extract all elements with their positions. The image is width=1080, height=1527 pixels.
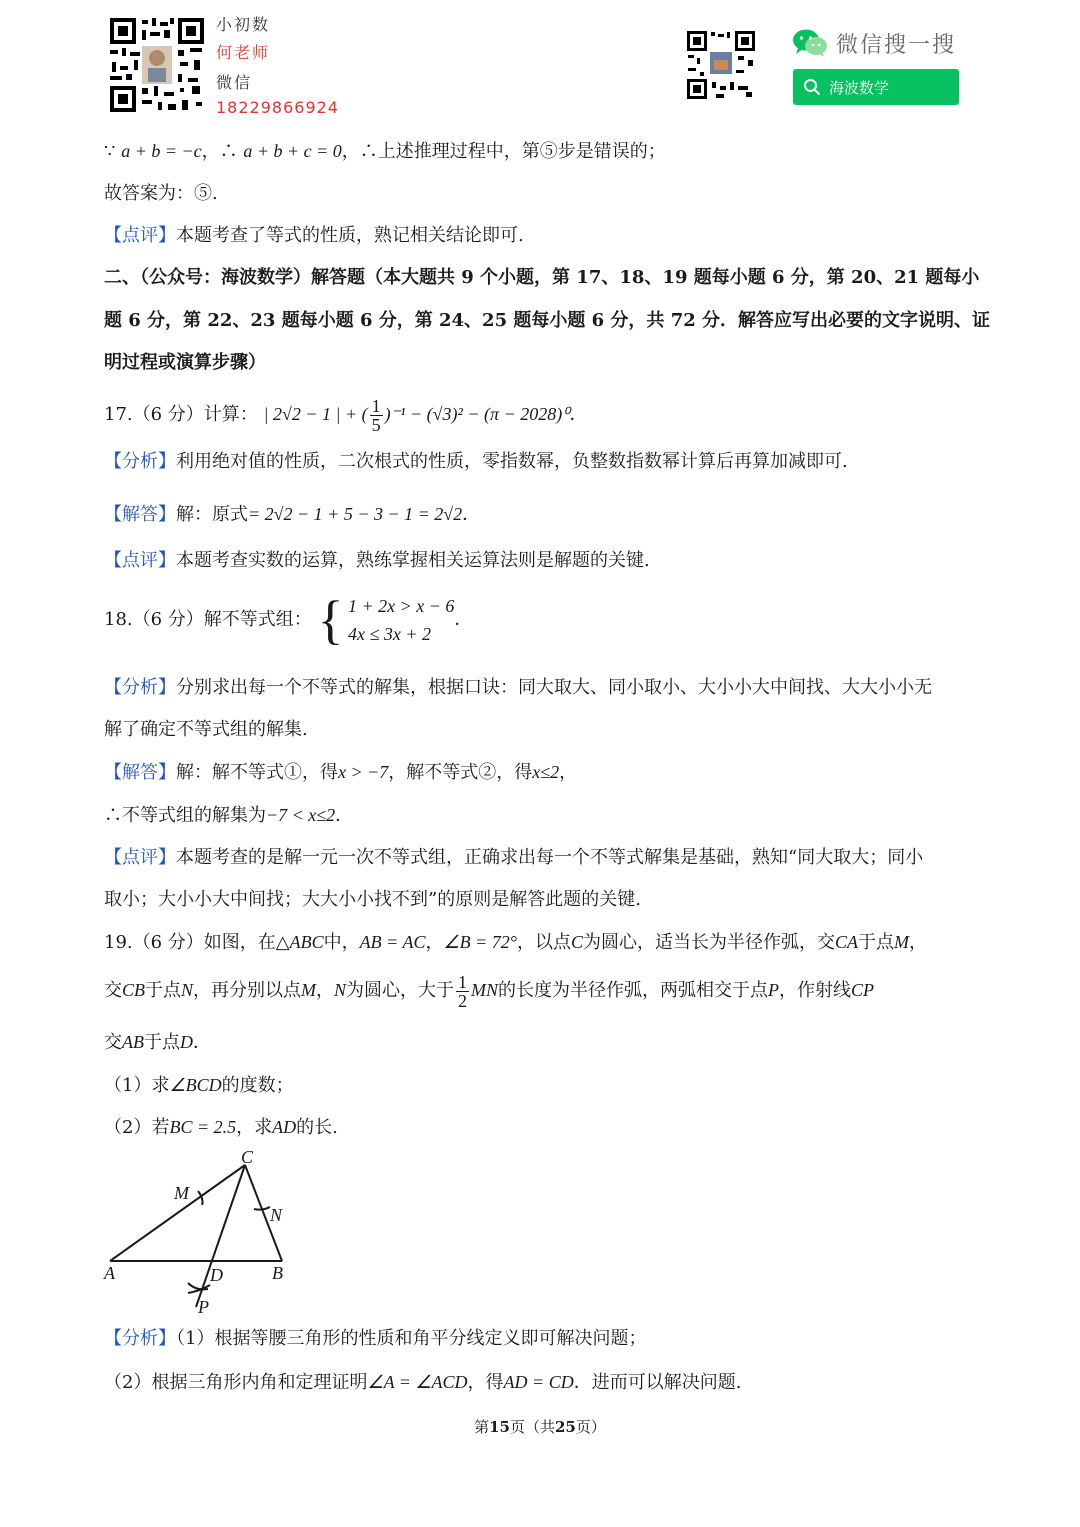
search-icon [803, 78, 821, 96]
label-n: N [270, 1205, 283, 1225]
handwritten-note-name: 何老师 [216, 43, 271, 62]
comment-line: 【点评】本题考查了等式的性质，熟记相关结论即可. [104, 225, 524, 246]
question-17: 17.（6 分）计算： | 2√2 − 1 | + ( $\frac{1}{5}$ )⁻¹ − (√3)² − (π − 2028)⁰． [104, 395, 588, 435]
side-ac [110, 1165, 245, 1261]
section-heading-line: 题 6 分，第 22、23 题每小题 6 分，第 24、25 题每小题 6 分，共 72 分．解答应写出必要的文字说明、证 [104, 310, 991, 331]
label-c: C [241, 1147, 254, 1167]
label-p: P [198, 1297, 209, 1317]
question-19-part1: （1）求∠BCD的度数； [104, 1075, 294, 1096]
solution-line: 【解答】解：原式= 2√2 − 1 + 5 − 3 − 1 = 2√2． [104, 504, 481, 525]
question-19-part2: （2）若BC = 2.5，求AD的长. [104, 1117, 338, 1138]
comment-tag: 【点评】 [104, 225, 176, 246]
analysis-line: 【分析】分别求出每一个不等式的解集，根据口诀：同大取大、同小取小、大小小大中间找、大大小小无 [104, 677, 932, 698]
page-total: 25 [555, 1418, 576, 1436]
handwritten-note-wechat: 微信 [216, 73, 253, 92]
section-heading-line: 二、（公众号：海波数学）解答题（本大题共 9 个小题，第 17、18、19 题每小题 6 分，第 20、21 题每小 [104, 267, 980, 288]
question-19-line1: 19.（6 分）如图，在△ABC中，AB = AC，∠B = 72°，以点C为圆心，适当长为半径作弧，交CA于点M， [104, 932, 927, 953]
qr-code-right [686, 30, 756, 100]
ray-cp [196, 1165, 245, 1307]
analysis-tag: 【分析】 [104, 1328, 176, 1349]
label-a: A [104, 1263, 115, 1283]
wechat-search-button-label: 海波数学 [829, 78, 890, 97]
label-b: B [272, 1263, 283, 1283]
analysis-tag: 【分析】 [104, 451, 176, 472]
qr-code-left [108, 16, 206, 114]
wechat-search-button[interactable] [793, 69, 959, 105]
solution-tag: 【解答】 [104, 504, 176, 525]
analysis-line: （2）根据三角形内角和定理证明∠A = ∠ACD，得AD = CD．进而可以解决问题. [104, 1372, 742, 1393]
solution-tag: 【解答】 [104, 762, 176, 783]
analysis-line: 解了确定不等式组的解集. [104, 719, 308, 740]
comment-line: 【点评】本题考查的是解一元一次不等式组，正确求出每一个不等式解集是基础，熟知“同大取大；同小 [104, 847, 924, 868]
triangle-figure [100, 1145, 300, 1317]
comment-line: 【点评】本题考查实数的运算，熟练掌握相关运算法则是解题的关键. [104, 550, 650, 571]
page-footer: 第15页（共25页） [474, 1418, 606, 1436]
analysis-tag: 【分析】 [104, 677, 176, 698]
handwritten-note-line1: 小初数 [216, 15, 271, 34]
page-number: 15 [489, 1418, 510, 1436]
comment-tag: 【点评】 [104, 550, 176, 571]
label-d: D [210, 1265, 223, 1285]
section-heading-line: 明过程或演算步骤） [104, 352, 266, 373]
solution-line: ∴不等式组的解集为−7 < x≤2． [104, 805, 354, 826]
analysis-line: 【分析】（1）根据等腰三角形的性质和角平分线定义即可解决问题； [104, 1328, 647, 1349]
comment-line: 取小；大小小大中间找；大大小小找不到”的原则是解答此题的关键. [104, 889, 641, 910]
handwritten-note-phone: 18229866924 [216, 98, 339, 117]
solution-line: 【解答】解：解不等式①，得x > −7，解不等式②，得x≤2， [104, 762, 578, 783]
text-line: 故答案为：⑤. [104, 183, 218, 204]
brace-symbol: { [317, 590, 344, 650]
wechat-search-title: 微信搜一搜 [836, 33, 957, 58]
comment-tag: 【点评】 [104, 847, 176, 868]
label-m: M [174, 1183, 189, 1203]
analysis-line: 【分析】利用绝对值的性质，二次根式的性质，零指数幂，负整数指数幂计算后再算加减即可. [104, 451, 848, 472]
question-18: 18.（6 分）解不等式组： { 1 + 2x > x − 6 4x ≤ 3x + 2 ． [104, 590, 473, 650]
question-19-line3: 交AB于点D． [104, 1032, 211, 1053]
wechat-logo-icon [792, 28, 828, 58]
text-line: ∵ a + b = −c，∴ a + b + c = 0，∴上述推理过程中，第⑤步是错误的； [104, 141, 666, 162]
question-19-line2: 交CB于点N，再分别以点M，N为圆心，大于 $\frac{1}{2}$ MN的长度为半径作弧，两弧相交于点P，作射线CP [104, 971, 875, 1011]
